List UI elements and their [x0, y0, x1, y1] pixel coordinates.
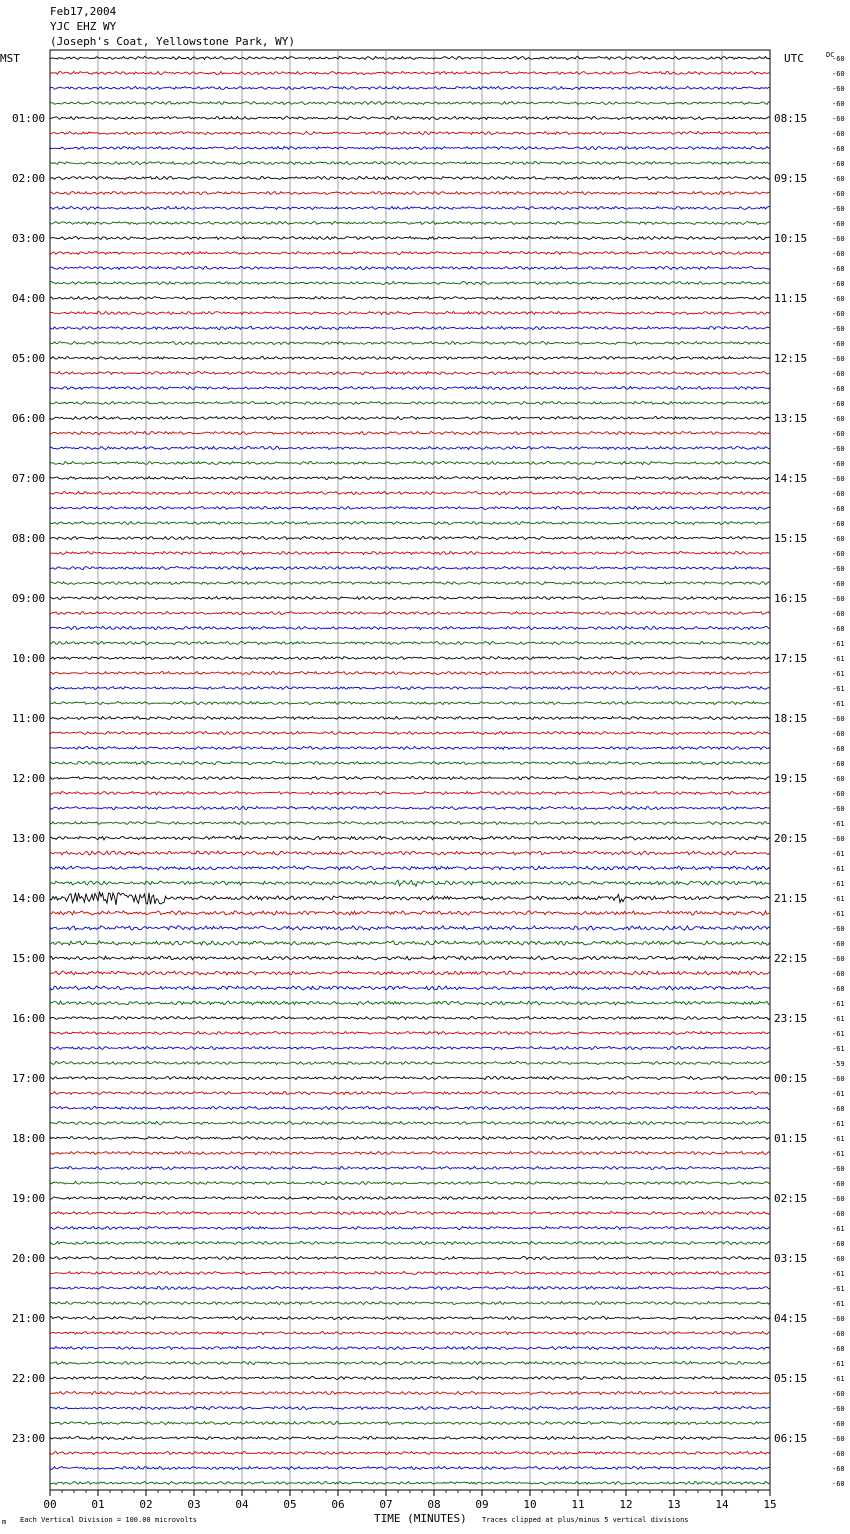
dc-offset-label: -61 — [832, 685, 845, 693]
trace-line — [50, 236, 770, 239]
dc-offset-label: -61 — [832, 1045, 845, 1053]
dc-offset-label: -60 — [832, 745, 845, 753]
left-hour-label: 14:00 — [12, 892, 46, 905]
trace-line — [50, 461, 770, 464]
dc-offset-label: -61 — [832, 1375, 845, 1383]
x-tick-label: 02 — [139, 1498, 153, 1511]
dc-offset-label: -60 — [832, 1405, 845, 1413]
dc-offset-label: -60 — [832, 1075, 845, 1083]
dc-offset-label: -61 — [832, 670, 845, 678]
right-hour-label: 10:15 — [774, 232, 808, 245]
left-hour-label: 16:00 — [12, 1012, 46, 1025]
trace-line — [50, 311, 770, 314]
dc-offset-label: -60 — [832, 250, 845, 258]
left-hour-label: 13:00 — [12, 832, 46, 845]
right-hour-label: 03:15 — [774, 1252, 808, 1265]
trace-line — [50, 491, 770, 494]
dc-offset-label: -60 — [832, 175, 845, 183]
x-tick-label: 10 — [523, 1498, 537, 1511]
dc-offset-label: -61 — [832, 1015, 845, 1023]
clip-note: Traces clipped at plus/minus 5 vertical divisions — [482, 1516, 689, 1524]
left-hour-label: 02:00 — [12, 172, 46, 185]
trace-line — [50, 1196, 770, 1199]
dc-offset-label: -60 — [832, 1345, 845, 1353]
right-hour-label: 23:15 — [774, 1012, 808, 1025]
dc-offset-label: -60 — [832, 430, 845, 438]
trace-line — [50, 536, 770, 539]
trace-line — [50, 1211, 770, 1214]
dc-offset-label: -61 — [832, 1030, 845, 1038]
trace-line — [50, 806, 770, 809]
trace-line — [50, 1031, 770, 1034]
dc-offset-label: -60 — [832, 955, 845, 963]
dc-offset-label: -60 — [832, 370, 845, 378]
dc-offset-label: -60 — [832, 205, 845, 213]
x-tick-label: 13 — [667, 1498, 681, 1511]
trace-line — [50, 1391, 770, 1394]
x-tick-label: 14 — [715, 1498, 729, 1511]
trace-line — [50, 371, 770, 374]
dc-label: DC — [826, 51, 835, 59]
dc-offset-label: -61 — [832, 1120, 845, 1128]
trace-line — [50, 1406, 770, 1409]
trace-line — [50, 251, 770, 254]
trace-line — [50, 506, 770, 509]
trace-line — [50, 641, 770, 644]
trace-line — [50, 1136, 770, 1139]
trace-line — [50, 686, 770, 689]
trace-line — [50, 1481, 770, 1484]
trace-line — [50, 1151, 770, 1154]
dc-offset-label: -60 — [832, 115, 845, 123]
dc-offset-label: -61 — [832, 640, 845, 648]
dc-offset-label: -60 — [832, 490, 845, 498]
dc-offset-label: -61 — [832, 1270, 845, 1278]
dc-offset-label: -61 — [832, 880, 845, 888]
dc-offset-label: -60 — [832, 805, 845, 813]
trace-line — [50, 221, 770, 224]
trace-line — [50, 116, 770, 119]
dc-offset-label: -60 — [832, 85, 845, 93]
dc-offset-label: -60 — [832, 130, 845, 138]
dc-offset-label: -60 — [832, 550, 845, 558]
left-hour-label: 03:00 — [12, 232, 46, 245]
trace-line — [50, 1301, 770, 1304]
trace-line — [50, 747, 770, 750]
trace-line — [50, 431, 770, 434]
left-hour-label: 12:00 — [12, 772, 46, 785]
x-tick-label: 05 — [283, 1498, 297, 1511]
trace-line — [50, 581, 770, 584]
trace-line — [50, 656, 770, 659]
dc-offset-label: -60 — [832, 415, 845, 423]
dc-offset-label: -60 — [832, 970, 845, 978]
dc-offset-label: -61 — [832, 820, 845, 828]
dc-offset-label: -60 — [832, 1255, 845, 1263]
trace-line — [50, 341, 770, 344]
dc-offset-label: -61 — [832, 895, 845, 903]
dc-offset-label: -60 — [832, 1210, 845, 1218]
dc-offset-label: -60 — [832, 730, 845, 738]
trace-line — [50, 266, 770, 269]
trace-line — [50, 971, 770, 975]
dc-offset-label: -60 — [832, 1390, 845, 1398]
right-hour-label: 20:15 — [774, 832, 808, 845]
right-hour-label: 11:15 — [774, 292, 808, 305]
trace-line — [50, 296, 770, 299]
trace-line — [50, 1091, 770, 1094]
trace-line — [50, 1331, 770, 1334]
dc-offset-label: -61 — [832, 700, 845, 708]
dc-offset-label: -60 — [832, 595, 845, 603]
trace-line — [50, 1361, 770, 1364]
x-tick-label: 11 — [571, 1498, 585, 1511]
trace-line — [50, 941, 770, 945]
dc-offset-label: -60 — [832, 355, 845, 363]
dc-offset-label: -60 — [832, 1480, 845, 1488]
x-tick-label: 12 — [619, 1498, 633, 1511]
left-hour-label: 20:00 — [12, 1252, 46, 1265]
trace-line — [50, 880, 770, 886]
dc-offset-label: -60 — [832, 520, 845, 528]
dc-offset-label: -60 — [832, 835, 845, 843]
dc-offset-label: -60 — [832, 325, 845, 333]
trace-line — [50, 101, 770, 104]
dc-offset-label: -61 — [832, 1150, 845, 1158]
dc-offset-label: -61 — [832, 655, 845, 663]
dc-offset-label: -61 — [832, 1135, 845, 1143]
left-hour-label: 04:00 — [12, 292, 46, 305]
trace-line — [50, 56, 770, 59]
trace-line — [50, 386, 770, 389]
dc-offset-label: -60 — [832, 280, 845, 288]
dc-offset-label: -60 — [832, 340, 845, 348]
trace-line — [50, 176, 770, 179]
dc-offset-label: -60 — [832, 385, 845, 393]
dc-offset-label: -60 — [832, 475, 845, 483]
trace-line — [50, 131, 770, 134]
x-tick-label: 04 — [235, 1498, 249, 1511]
trace-line — [50, 416, 770, 419]
trace-line — [50, 892, 770, 905]
dc-offset-label: -61 — [832, 1360, 845, 1368]
x-tick-label: 01 — [91, 1498, 105, 1511]
dc-offset-label: -60 — [832, 1105, 845, 1113]
dc-offset-label: -60 — [832, 1180, 845, 1188]
trace-line — [50, 401, 770, 404]
trace-line — [50, 71, 770, 74]
dc-offset-label: -61 — [832, 1090, 845, 1098]
trace-line — [50, 1436, 770, 1439]
trace-line — [50, 521, 770, 524]
dc-offset-label: -60 — [832, 55, 845, 63]
left-hour-label: 08:00 — [12, 532, 46, 545]
left-hour-label: 01:00 — [12, 112, 46, 125]
trace-line — [50, 822, 770, 825]
trace-line — [50, 716, 770, 719]
dc-offset-label: -61 — [832, 910, 845, 918]
trace-line — [50, 1466, 770, 1469]
right-hour-label: 06:15 — [774, 1432, 808, 1445]
left-hour-label: 23:00 — [12, 1432, 46, 1445]
left-hour-label: 15:00 — [12, 952, 46, 965]
trace-line — [50, 911, 770, 915]
trace-line — [50, 1016, 770, 1019]
trace-line — [50, 476, 770, 479]
trace-line — [50, 86, 770, 89]
left-hour-label: 07:00 — [12, 472, 46, 485]
dc-offset-label: -60 — [832, 460, 845, 468]
dc-offset-label: -60 — [832, 445, 845, 453]
right-hour-label: 12:15 — [774, 352, 808, 365]
trace-line — [50, 566, 770, 569]
trace-line — [50, 1346, 770, 1349]
right-hour-label: 22:15 — [774, 952, 808, 965]
dc-offset-label: -60 — [832, 1240, 845, 1248]
dc-offset-label: -60 — [832, 400, 845, 408]
dc-offset-label: -61 — [832, 850, 845, 858]
trace-line — [50, 1181, 770, 1184]
trace-line — [50, 206, 770, 209]
trace-line — [50, 1166, 770, 1169]
dc-offset-label: -60 — [832, 235, 845, 243]
trace-line — [50, 356, 770, 359]
dc-offset-label: -60 — [832, 580, 845, 588]
right-hour-label: 16:15 — [774, 592, 808, 605]
right-hour-label: 08:15 — [774, 112, 808, 125]
trace-line — [50, 146, 770, 149]
dc-offset-label: -60 — [832, 1465, 845, 1473]
header-station: YJC EHZ WY — [50, 20, 117, 33]
trace-line — [50, 1241, 770, 1244]
dc-offset-label: -60 — [832, 505, 845, 513]
dc-offset-label: -60 — [832, 1330, 845, 1338]
left-hour-label: 21:00 — [12, 1312, 46, 1325]
dc-offset-label: -59 — [832, 1060, 845, 1068]
trace-line — [50, 1001, 770, 1005]
dc-offset-label: -60 — [832, 1420, 845, 1428]
left-hour-label: 19:00 — [12, 1192, 46, 1205]
corner-mark: m — [2, 1518, 7, 1526]
dc-offset-label: -60 — [832, 775, 845, 783]
header-location: (Joseph's Coat, Yellowstone Park, WY) — [50, 35, 296, 48]
right-hour-label: 18:15 — [774, 712, 808, 725]
right-hour-label: 15:15 — [774, 532, 808, 545]
dc-offset-label: -60 — [832, 625, 845, 633]
dc-offset-label: -61 — [832, 1225, 845, 1233]
trace-line — [50, 446, 770, 449]
left-hour-label: 17:00 — [12, 1072, 46, 1085]
trace-line — [50, 926, 770, 930]
dc-offset-label: -60 — [832, 760, 845, 768]
trace-line — [50, 866, 770, 870]
left-hour-label: 11:00 — [12, 712, 46, 725]
dc-offset-label: -60 — [832, 310, 845, 318]
dc-offset-label: -60 — [832, 940, 845, 948]
left-hour-label: 09:00 — [12, 592, 46, 605]
trace-line — [50, 1316, 770, 1319]
right-timezone-label: UTC — [784, 52, 804, 65]
dc-offset-label: -61 — [832, 1000, 845, 1008]
right-hour-label: 19:15 — [774, 772, 808, 785]
trace-line — [50, 626, 770, 629]
dc-offset-label: -61 — [832, 1300, 845, 1308]
dc-offset-label: -60 — [832, 265, 845, 273]
trace-line — [50, 1061, 770, 1064]
trace-line — [50, 851, 770, 855]
right-hour-label: 02:15 — [774, 1192, 808, 1205]
trace-line — [50, 701, 770, 704]
trace-line — [50, 281, 770, 284]
dc-offset-label: -60 — [832, 70, 845, 78]
trace-line — [50, 1106, 770, 1109]
dc-offset-label: -60 — [832, 145, 845, 153]
dc-offset-label: -61 — [832, 865, 845, 873]
trace-line — [50, 596, 770, 599]
trace-line — [50, 1121, 770, 1124]
trace-line — [50, 551, 770, 554]
trace-line — [50, 1376, 770, 1379]
trace-line — [50, 761, 770, 764]
x-tick-label: 07 — [379, 1498, 393, 1511]
right-hour-label: 04:15 — [774, 1312, 808, 1325]
dc-offset-label: -60 — [832, 1435, 845, 1443]
right-hour-label: 13:15 — [774, 412, 808, 425]
dc-offset-label: -60 — [832, 1315, 845, 1323]
trace-line — [50, 671, 770, 674]
left-hour-label: 05:00 — [12, 352, 46, 365]
dc-offset-label: -60 — [832, 1165, 845, 1173]
right-hour-label: 17:15 — [774, 652, 808, 665]
right-hour-label: 00:15 — [774, 1072, 808, 1085]
dc-offset-label: -60 — [832, 790, 845, 798]
trace-line — [50, 1421, 770, 1424]
dc-offset-label: -60 — [832, 1450, 845, 1458]
trace-line — [50, 791, 770, 794]
dc-offset-label: -60 — [832, 565, 845, 573]
scale-note: Each Vertical Division = 100.00 microvolts — [20, 1516, 198, 1524]
x-axis-label: TIME (MINUTES) — [374, 1512, 467, 1525]
trace-line — [50, 1256, 770, 1259]
trace-line — [50, 1286, 770, 1289]
trace-line — [50, 161, 770, 164]
trace-line — [50, 1271, 770, 1274]
left-hour-label: 22:00 — [12, 1372, 46, 1385]
x-tick-label: 15 — [763, 1498, 777, 1511]
trace-line — [50, 611, 770, 614]
dc-offset-label: -60 — [832, 535, 845, 543]
x-tick-label: 00 — [43, 1498, 57, 1511]
trace-line — [50, 731, 770, 734]
dc-offset-label: -60 — [832, 925, 845, 933]
left-hour-label: 18:00 — [12, 1132, 46, 1145]
trace-line — [50, 1046, 770, 1049]
dc-offset-label: -60 — [832, 220, 845, 228]
x-tick-label: 06 — [331, 1498, 345, 1511]
trace-line — [50, 836, 770, 840]
left-hour-label: 06:00 — [12, 412, 46, 425]
left-timezone-label: MST — [0, 52, 20, 65]
trace-line — [50, 776, 770, 779]
right-hour-label: 05:15 — [774, 1372, 808, 1385]
trace-line — [50, 956, 770, 960]
right-hour-label: 21:15 — [774, 892, 808, 905]
dc-offset-label: -60 — [832, 715, 845, 723]
right-hour-label: 09:15 — [774, 172, 808, 185]
right-hour-label: 14:15 — [774, 472, 808, 485]
header-date: Feb17,2004 — [50, 5, 117, 18]
trace-line — [50, 326, 770, 329]
dc-offset-label: -60 — [832, 190, 845, 198]
left-hour-label: 10:00 — [12, 652, 46, 665]
trace-line — [50, 191, 770, 194]
trace-line — [50, 1076, 770, 1079]
x-tick-label: 09 — [475, 1498, 489, 1511]
dc-offset-label: -60 — [832, 160, 845, 168]
dc-offset-label: -60 — [832, 985, 845, 993]
dc-offset-label: -61 — [832, 1285, 845, 1293]
dc-offset-label: -60 — [832, 1195, 845, 1203]
trace-line — [50, 986, 770, 990]
dc-offset-label: -60 — [832, 610, 845, 618]
dc-offset-label: -60 — [832, 295, 845, 303]
x-tick-label: 08 — [427, 1498, 441, 1511]
x-tick-label: 03 — [187, 1498, 201, 1511]
trace-line — [50, 1451, 770, 1454]
trace-line — [50, 1226, 770, 1229]
dc-offset-label: -60 — [832, 100, 845, 108]
right-hour-label: 01:15 — [774, 1132, 808, 1145]
